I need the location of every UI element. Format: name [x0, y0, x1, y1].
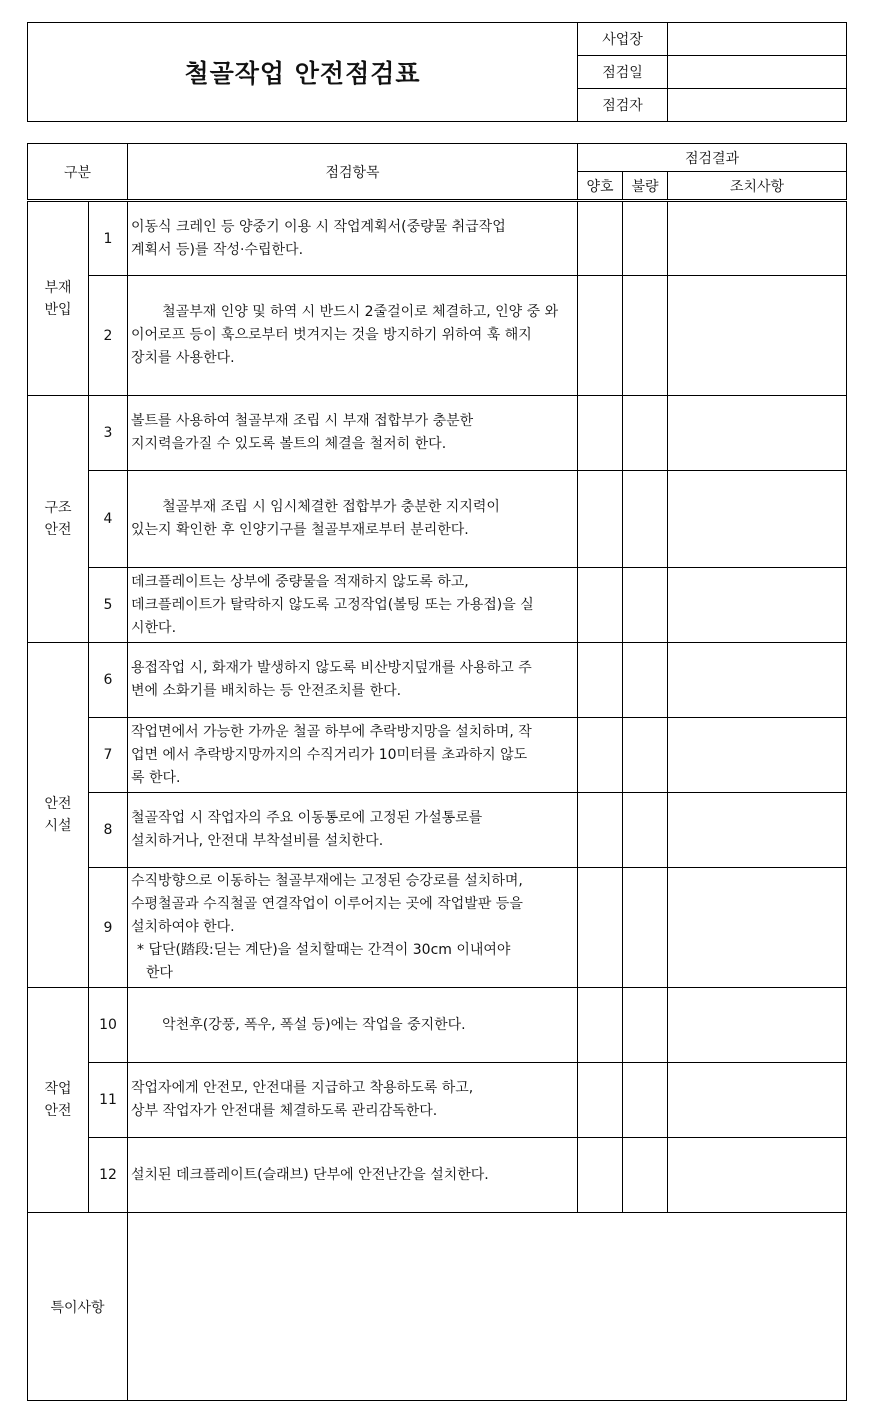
- header-table: [27, 22, 847, 122]
- good-check-cell[interactable]: [578, 201, 623, 276]
- page-title: 철골작업 안전점검표: [28, 23, 578, 122]
- action-cell[interactable]: [668, 1063, 847, 1138]
- category-label-line1: 안전: [44, 796, 72, 812]
- site-label: 사업장: [578, 23, 668, 56]
- action-cell[interactable]: [668, 868, 847, 988]
- action-cell[interactable]: [668, 988, 847, 1063]
- item-number: 11: [89, 1063, 128, 1138]
- bad-check-cell[interactable]: [623, 396, 668, 471]
- action-cell[interactable]: [668, 396, 847, 471]
- good-check-cell[interactable]: [578, 1063, 623, 1138]
- bad-check-cell[interactable]: [623, 471, 668, 568]
- good-check-cell[interactable]: [578, 988, 623, 1063]
- item-text: 용접작업 시, 화재가 발생하지 않도록 비산방지덮개를 사용하고 주 변에 소화기를 배치하는 등 안전조치를 한다.: [128, 643, 578, 718]
- item-text: 설치된 데크플레이트(슬래브) 단부에 안전난간을 설치한다.: [128, 1138, 578, 1213]
- inspector-field[interactable]: [668, 89, 847, 122]
- category-label-line2: 안전: [44, 522, 72, 538]
- good-check-cell[interactable]: [578, 868, 623, 988]
- category-header: 구분: [28, 144, 128, 201]
- bad-check-cell[interactable]: [623, 868, 668, 988]
- bad-check-cell[interactable]: [623, 718, 668, 793]
- item-text: 작업면에서 가능한 가까운 철골 하부에 추락방지망을 설치하며, 작 업면 에서 추락방지망까지의 수직거리가 10미터를 초과하지 않도 록 한다.: [128, 718, 578, 793]
- category-label-line1: 구조: [44, 500, 72, 516]
- action-cell[interactable]: [668, 718, 847, 793]
- item-number: 2: [89, 276, 128, 396]
- category-cell: [28, 643, 89, 988]
- action-cell[interactable]: [668, 793, 847, 868]
- good-check-cell[interactable]: [578, 396, 623, 471]
- bad-check-cell[interactable]: [623, 643, 668, 718]
- category-label-line2: 안전: [44, 1103, 72, 1119]
- site-field[interactable]: [668, 23, 847, 56]
- inspection-date-label: 점검일: [578, 56, 668, 89]
- category-label-line1: 작업: [44, 1081, 72, 1097]
- bad-check-cell[interactable]: [623, 201, 668, 276]
- item-number: 5: [89, 568, 128, 643]
- item-note: 한다: [137, 965, 173, 981]
- category-label-line1: 부재: [44, 279, 72, 296]
- bad-check-cell[interactable]: [623, 988, 668, 1063]
- item-number: 8: [89, 793, 128, 868]
- action-cell[interactable]: [668, 276, 847, 396]
- item-number: 9: [89, 868, 128, 988]
- remarks-label: 특이사항: [28, 1213, 128, 1401]
- good-check-cell[interactable]: [578, 793, 623, 868]
- action-cell[interactable]: [668, 1138, 847, 1213]
- item-number: 6: [89, 643, 128, 718]
- category-cell: [28, 396, 89, 643]
- category-label-line2: 시설: [44, 818, 72, 834]
- category-label-line2: 반입: [44, 301, 72, 318]
- bad-check-cell[interactable]: [623, 1063, 668, 1138]
- good-check-cell[interactable]: [578, 718, 623, 793]
- good-check-cell[interactable]: [578, 1138, 623, 1213]
- item-number: 4: [89, 471, 128, 568]
- good-check-cell[interactable]: [578, 471, 623, 568]
- bad-check-cell[interactable]: [623, 276, 668, 396]
- bad-check-cell[interactable]: [623, 1138, 668, 1213]
- good-check-cell[interactable]: [578, 276, 623, 396]
- item-text: 데크플레이트는 상부에 중량물을 적재하지 않도록 하고, 데크플레이트가 탈락하지 않도록 고정작업(볼팅 또는 가용접)을 실 시한다.: [128, 568, 578, 643]
- item-number: 7: [89, 718, 128, 793]
- item-number: 12: [89, 1138, 128, 1213]
- item-header: 점검항목: [128, 144, 578, 201]
- category-cell: [28, 988, 89, 1213]
- item-text: 이동식 크레인 등 양중기 이용 시 작업계획서(중량물 취급작업 계획서 등)를 작성·수립한다.: [128, 201, 578, 276]
- item-note: * 답단(踏段:딛는 계단)을 설치할때는 간격이 30cm 이내여야: [137, 942, 511, 958]
- inspector-label: 점검자: [578, 89, 668, 122]
- action-header: 조치사항: [668, 172, 847, 201]
- item-text: 철골작업 시 작업자의 주요 이동통로에 고정된 가설통로를 설치하거나, 안전대 부착설비를 설치한다.: [128, 793, 578, 868]
- item-text: 작업자에게 안전모, 안전대를 지급하고 착용하도록 하고, 상부 작업자가 안전대를 체결하도록 관리감독한다.: [128, 1063, 578, 1138]
- result-header: 점검결과: [578, 144, 847, 172]
- item-text: 악천후(강풍, 폭우, 폭설 등)에는 작업을 중지한다.: [128, 988, 578, 1063]
- checklist-table: [27, 143, 847, 1401]
- bad-check-cell[interactable]: [623, 793, 668, 868]
- action-cell[interactable]: [668, 471, 847, 568]
- item-text: 수직방향으로 이동하는 철골부재에는 고정된 승강로를 설치하며, 수평철골과 수직철골 연결작업이 이루어지는 곳에 작업발판 등을 설치하여야 한다. * 답단(踏段:딛는 계단)을 설치할때는 간격이 30cm 이내여야 한다: [128, 868, 578, 988]
- good-check-cell[interactable]: [578, 568, 623, 643]
- bad-header: 불량: [623, 172, 668, 201]
- action-cell[interactable]: [668, 643, 847, 718]
- category-cell: [28, 201, 89, 396]
- good-header: 양호: [578, 172, 623, 201]
- good-check-cell[interactable]: [578, 643, 623, 718]
- remarks-field[interactable]: [128, 1213, 847, 1401]
- action-cell[interactable]: [668, 568, 847, 643]
- item-number: 3: [89, 396, 128, 471]
- item-text: 볼트를 사용하여 철골부재 조립 시 부재 접합부가 충분한 지지력을가질 수 있도록 볼트의 체결을 철저히 한다.: [128, 396, 578, 471]
- item-text: 철골부재 조립 시 임시체결한 접합부가 충분한 지지력이 있는지 확인한 후 인양기구를 철골부재로부터 분리한다.: [128, 471, 578, 568]
- action-cell[interactable]: [668, 201, 847, 276]
- item-number: 1: [89, 201, 128, 276]
- bad-check-cell[interactable]: [623, 568, 668, 643]
- inspection-date-field[interactable]: [668, 56, 847, 89]
- item-number: 10: [89, 988, 128, 1063]
- item-text: 철골부재 인양 및 하역 시 반드시 2줄걸이로 체결하고, 인양 중 와 이어로프 등이 훅으로부터 벗겨지는 것을 방지하기 위하여 훅 해지 장치를 사용한다.: [128, 276, 578, 396]
